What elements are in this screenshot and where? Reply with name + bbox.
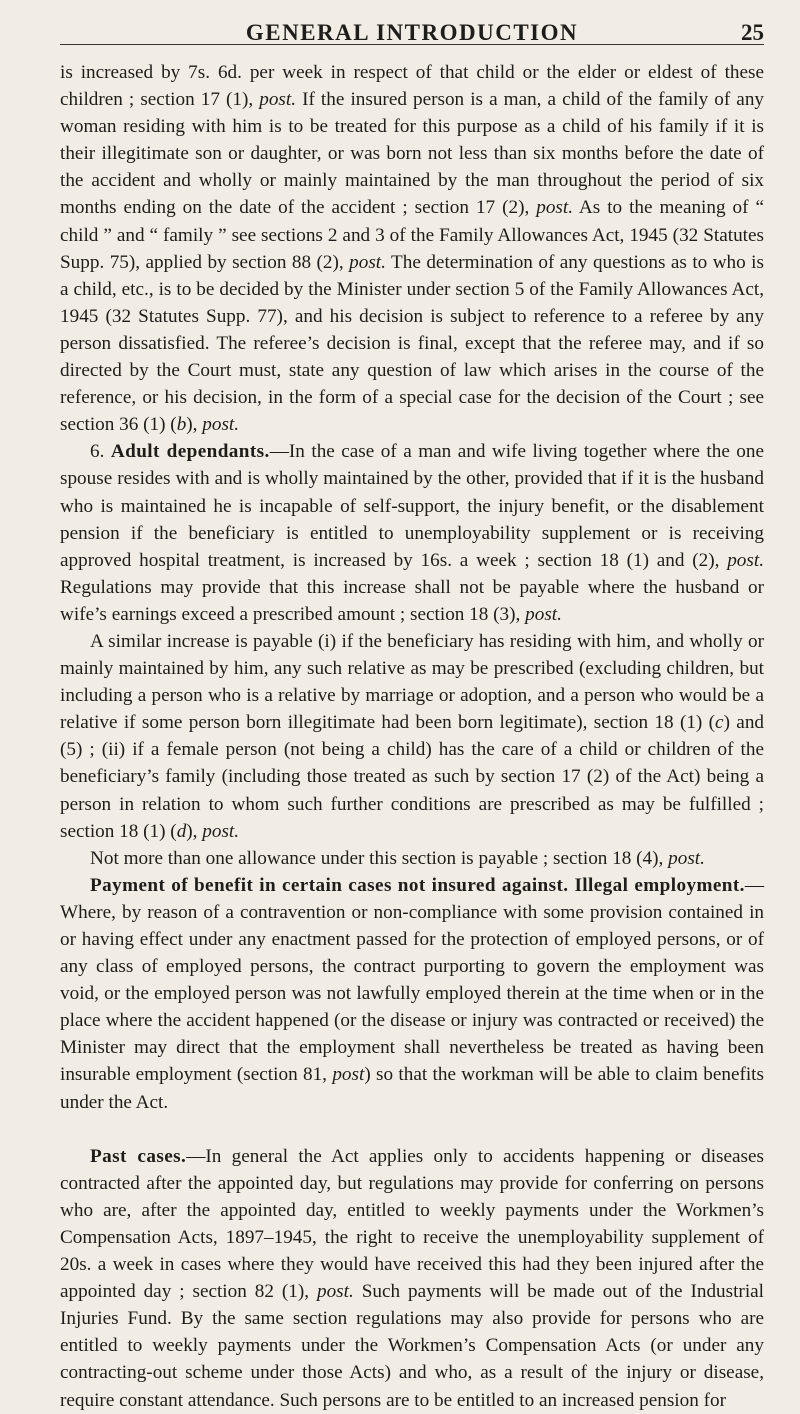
italic-run: post. [668,847,705,869]
body-text [60,59,764,1414]
italic-run: post. [259,89,297,111]
text-run: Such payments will be made out of the Industrial Injuries Fund. By the same section regulations may also provide for persons who are entitled to weekly payments under the Workmen’s Compensation Acts (or under any contracting-out scheme under those Acts) and who, as a result of the injury or disease, require constant attendance. Such persons are to be entitled to an increased pension for [60,1281,765,1411]
italic-run: post. [349,251,386,273]
italic-run: post [332,1064,365,1086]
paragraph-one-allowance [60,845,764,872]
page-title: GENERAL INTRODUCTION [245,20,579,45]
paragraph-child-dependants [60,59,764,438]
running-header [60,14,764,45]
italic-run: d [176,820,187,842]
text-run: ), [186,414,203,436]
section-heading: Payment of benefit in certain cases not insured against. Illegal employment. [90,874,745,896]
paragraph-adult-dependants [60,438,764,628]
text-run: is increased by 7s. 6d. per week in respect of that child or the elder or eldest of these children ; section 17 (1), [60,62,764,111]
italic-run: post. [202,414,240,436]
text-run: —In general the Act applies only to accidents happening or diseases contracted after the appointed day, but regulations may provide for conferring on persons who are, after the appointed day, entitled to weekly payments under the Workmen’s Compensation Acts, 1897–1945, the right to receive the unemployability supplement of 20s. a week in cases where they would have received this had they been injured after the appointed day ; section 82 (1), [60,1145,764,1303]
text-run: 6. [90,441,111,463]
text-run: —In the case of a man and wife living together where the one spouse resides with and is wholly maintained by the other, provided that if it is the husband who is maintained he is incapable of self-support, the injury benefit, or the disablement pension if the beneficiary is entitled to unemployability supplement or is receiving approved hospital treatment, is increased by 16s. a week ; section 18 (1) and (2), [60,441,765,571]
text-run: A similar increase is payable (i) if the beneficiary has residing with him, and wholly or mainly maintained by him, any such relative as may be prescribed (excluding children, but including a person who is a relative by marriage or adoption, and a person who would be a relative if some person born illegitimate had been born legitimate), section 18 (1) ( [60,630,764,734]
text-run: As to the meaning of “ child ” and “ family ” see sections 2 and 3 of the Family Allowances Act, 1945 (32 Statutes Supp. 75), applied by section 88 (2), [60,197,764,273]
text-run: The determination of any questions as to who is a child, etc., is to be decided by the Minister under section 5 of the Family Allowances Act, 1945 (32 Statutes Supp. 77), and his decision is subject to reference to a referee by any person dissatisfied. The referee’s decision is final, except that the referee may, and if so directed by the Court must, state any question of law which arises in the course of the reference, or his decision, in the form of a special case for the decision of the Court ; see section 36 (1) ( [60,251,764,436]
italic-run: post. [727,549,764,571]
italic-run: post. [316,1281,354,1303]
text-run: —Where, by reason of a contravention or non-compliance with some provision contained in or having effect under any enactment passed for the protection of employed persons, or of any class of employed persons, the contract purporting to govern the employment was void, or the employed person was not lawfully employed therein at the time when or in the place where the accident happened (or the disease or injury was contracted or received) the Minister may direct that the employment shall nevertheless be treated as having been insurable employment (section 81, [60,874,764,1086]
page-number: 25 [741,20,764,45]
italic-run: b [176,414,187,436]
text-run: ), [186,820,203,842]
italic-run: post. [202,820,240,842]
italic-run: post. [525,603,562,625]
italic-run: c [715,712,724,734]
text-run: If the insured person is a man, a child of the family of any woman residing with him is to be treated for this purpose as a child of his family if it is their illegitimate son or daughter, or was born not less than six months before the date of the accident and wholly or mainly maintained by the man throughout the period of six months ending on the date of the accident ; section 17 (2), [60,89,765,219]
italic-run: post. [536,197,574,219]
text-run: ) so that the workman will be able to claim benefits under the Act. [60,1064,764,1113]
text-run: Regulations may provide that this increase shall not be payable where the husband or wife’s earnings exceed a prescribed amount ; section 18 (3), [60,576,764,625]
paragraph-illegal-employment [60,872,764,1116]
paragraph-past-cases [60,1143,764,1414]
paragraph-similar-increase [60,628,764,845]
text-run: ) and (5) ; (ii) if a female person (not being a child) has the care of a child or children of the beneficiary’s family (including those treated as such by section 17 (2) of the Act) being a person in relation to whom such further conditions are prescribed as may be fulfilled ; section 18 (1) ( [60,712,765,842]
section-heading: Adult dependants. [110,441,270,463]
section-heading: Past cases. [90,1145,187,1167]
text-run: Not more than one allowance under this section is payable ; section 18 (4), [90,847,669,869]
